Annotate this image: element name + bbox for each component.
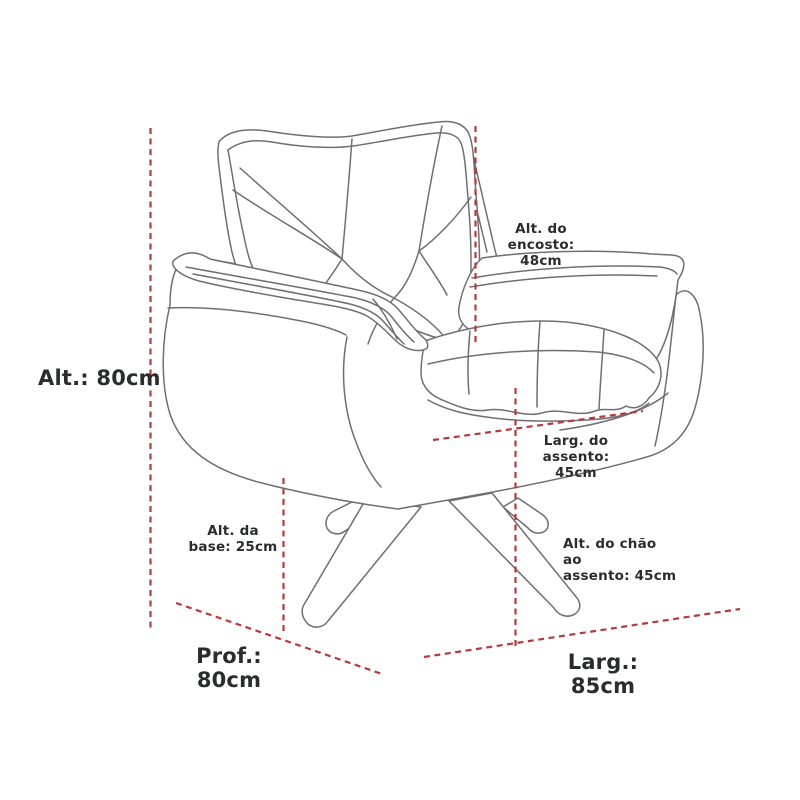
seat-cushion [421, 321, 661, 421]
seat-width-label-line2: 45cm [555, 465, 597, 481]
base-height-label-line1: Alt. da [207, 523, 259, 539]
seat-width-label-line1: Larg. do assento: [542, 433, 610, 465]
base-height-label-line2: base: 25cm [188, 539, 278, 555]
seat-width-label [515, 433, 637, 481]
backrest-height-label-line2: 48cm [520, 253, 562, 269]
overall-width-label: Larg.: 85cm [567, 650, 639, 698]
base-height-label [173, 523, 293, 555]
floor-to-seat-label-line1: Alt. do chão ao [563, 536, 657, 568]
floor-to-seat-label-line2: assento: 45cm [563, 568, 677, 584]
backrest-height-label [480, 221, 602, 269]
depth-label: Prof.: 80cm [196, 644, 262, 692]
backrest-height-label-line1: Alt. do encosto: [507, 221, 575, 253]
floor-to-seat-label [563, 536, 678, 584]
base-legs [302, 493, 580, 627]
overall-height-label: Alt.: 80cm [38, 366, 161, 390]
